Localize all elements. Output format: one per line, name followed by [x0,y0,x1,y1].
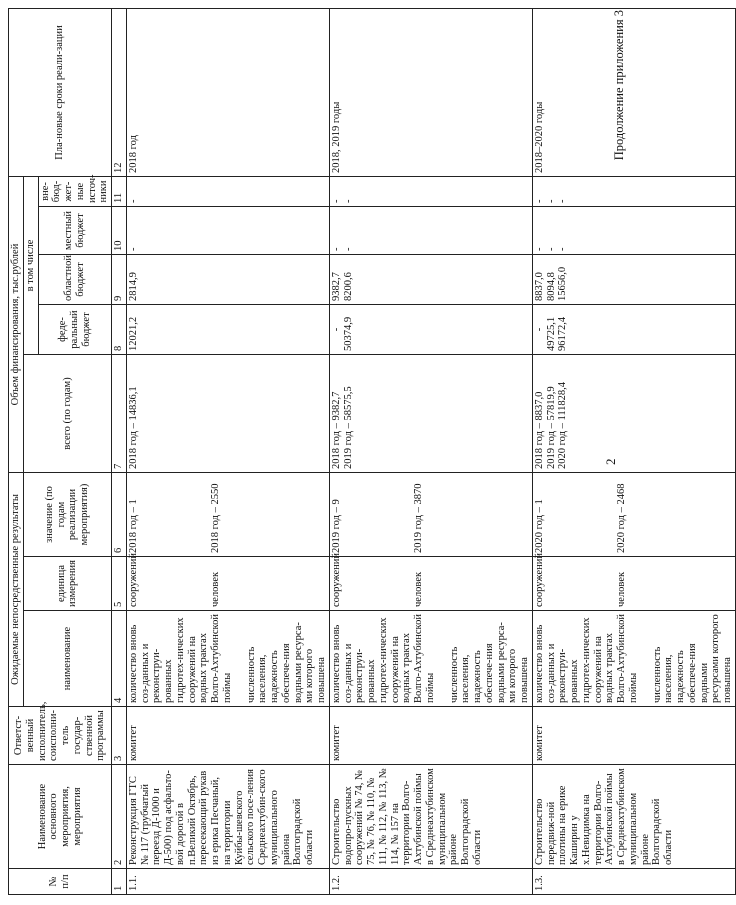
row-regional [329,255,532,305]
row-local [532,207,735,255]
total-line: 2018 год – 8837,0 [533,391,545,469]
col-number: 2 [112,765,127,869]
table-row [329,8,532,894]
local-line: - [342,247,354,251]
continuation-note: Продолжение приложения 3 [612,10,626,161]
header-including: в том числе [23,176,38,354]
col-number: 1 [112,869,127,895]
federal-line: - [533,327,545,332]
federal-line: 96172,4 [557,316,569,351]
header-local: местный бюджет [38,207,112,255]
local-line: - [127,247,139,251]
row-local [329,207,532,255]
value-2: 2018 год – 2550 [209,483,221,553]
col-number: 5 [112,557,127,611]
row-term: 2018, 2019 годы [329,8,532,176]
row-regional [126,255,329,305]
value-1: 2019 год – 9 [330,499,342,553]
federal-line: 49725,1 [545,316,557,351]
row-total [532,355,735,473]
row-units [126,552,329,611]
indicator-1: количество вновь соз-данных и реконструи-рованных гидротех-нических сооружений на водных трактах Волго-Ахтубинской поймы [533,614,639,703]
local-line: - [557,247,569,251]
federal-line: - [330,327,342,332]
row-extrabudget [532,176,735,206]
header-extrabudget: вне-бюд-жет-ные источ-ники [38,176,112,206]
col-number: 6 [112,473,127,557]
indicator-2: численность населения, надежность обеспече-ния водными ресурса-ми которого повышена [448,622,530,703]
extrabudget-line: - [127,199,139,203]
header-indicator: наименование [23,611,111,707]
indicator-1: количество вновь соз-данных и реконструи-рованных гидротех-нических сооружений на водных трактах Волго-Ахтубинской поймы [330,614,436,703]
header-value: значение (по годам реализации мероприятия) [23,473,111,557]
row-responsible: комитет [126,707,329,765]
extrabudget-line: - [330,199,342,203]
row-federal [532,305,735,355]
row-indicators [329,611,532,707]
row-regional [532,255,735,305]
local-line: - [330,247,342,251]
col-number: 10 [112,207,127,255]
column-number-row [112,8,127,894]
row-extrabudget [126,176,329,206]
row-indicators [126,611,329,707]
regional-line: 8094,8 [545,272,557,301]
regional-line: 8837,0 [533,272,545,301]
row-federal [329,305,532,355]
page-number: 2 [603,458,618,465]
col-number: 11 [112,176,127,206]
header-row-1 [9,8,24,894]
row-name: Строительство водопро-пускных сооружений № 74, № 75, № 76, № 110, № 111, № 112, № 113, № 114, № 157 на территории Волго-Ахтубинской поймы в Среднеахтубинском муниципальном районе Волгоградской области [329,765,532,869]
extrabudget-line: - [545,199,557,203]
unit-1: сооружений [533,552,545,607]
row-total [126,355,329,473]
local-line: - [533,247,545,251]
row-term: 2018–2020 годы [532,8,735,176]
header-results-group: Ожидаемые непосредственные результаты [9,473,24,707]
local-line: - [545,247,557,251]
total-line: 2019 год – 57819,9 [545,386,557,469]
header-federal: феде-ральный бюджет [38,305,112,355]
row-responsible: комитет [329,707,532,765]
total-line: 2018 год – 14836,1 [127,386,139,469]
total-line: 2018 год – 9382,7 [330,391,342,469]
header-finance-group: Объем финансирования, тыс.рублей [9,176,24,472]
col-number: 4 [112,611,127,707]
total-line: 2020 год – 111828,4 [557,381,569,469]
value-1: 2020 год – 1 [533,499,545,553]
value-1: 2018 год – 1 [127,499,139,553]
col-number: 7 [112,355,127,473]
header-name: Наименование основного мероприятия, мероприятия [9,765,112,869]
regional-line: 9382,7 [330,272,342,301]
row-num: 1.2. [329,869,532,895]
table-row [126,8,329,894]
header-num: № п/п [9,869,112,895]
unit-2: человек [209,571,221,607]
indicator-2: численность населения, надежность обеспече-ния водными ресурса-ми которого повышена [245,622,327,703]
header-unit: единица измерения [23,557,111,611]
regional-line: 2814,9 [127,272,139,301]
col-number: 8 [112,305,127,355]
row-values [126,473,329,557]
row-local [126,207,329,255]
unit-1: сооружений [127,552,139,607]
extrabudget-line: - [533,199,545,203]
value-2: 2019 год – 3870 [412,483,424,553]
row-term: 2018 год [126,8,329,176]
regional-line: 8200,6 [342,272,354,301]
row-values [329,473,532,557]
col-number: 12 [112,8,127,176]
federal-line: 12021,2 [127,316,139,351]
row-units [329,552,532,611]
unit-2: человек [615,571,627,607]
table-row [532,8,735,894]
row-name: Строительство передвиж-ной плотины на ерике Каширин у х.Невидимка на территории Волго-Ахтубинской поймы в Среднеахтубинском муниципальном районе Волгоградской области [532,765,735,869]
value-2: 2020 год – 2468 [615,483,627,553]
row-responsible: комитет [532,707,735,765]
header-total: всего (по годам) [23,355,111,473]
col-number: 9 [112,255,127,305]
regional-line: 15656,0 [557,266,569,301]
row-name: Реконструкция ГТС № 117 (трубчатый переезд Д-1000 и Д-500) под асфальто-вой дорогой в п.Великий Октябрь, пересекающий рукав из ерика Песчаный, на территории Куйбы-шевского сельского посе-ления Среднеахтубин-ского муниципального района Волгоградской области [126,765,329,869]
row-num: 1.3. [532,869,735,895]
unit-2: человек [412,571,424,607]
total-line: 2019 год – 58575,5 [342,386,354,469]
indicator-1: количество вновь соз-данных и реконструи-рованных гидротех-нических сооружений на водных трактах Волго-Ахтубинской поймы [127,614,233,703]
row-federal [126,305,329,355]
extrabudget-line: - [342,199,354,203]
row-units [532,552,735,611]
row-num: 1.1. [126,869,329,895]
header-regional: областной бюджет [38,255,112,305]
row-indicators [532,611,735,707]
indicator-2: численность населения, надежность обеспече-ния водными ресурсами которого повышена [651,614,733,703]
col-number: 3 [112,707,127,765]
federal-line: 50374,9 [342,316,354,351]
row-total [329,355,532,473]
row-values [532,473,735,557]
row-extrabudget [329,176,532,206]
extrabudget-line: - [557,199,569,203]
header-term: Пла-новые сроки реали-зации [9,8,112,176]
header-responsible: Ответст-венный исполнитель, соисполни-тель государ-ственной программы [9,707,112,765]
unit-1: сооружений [330,552,342,607]
